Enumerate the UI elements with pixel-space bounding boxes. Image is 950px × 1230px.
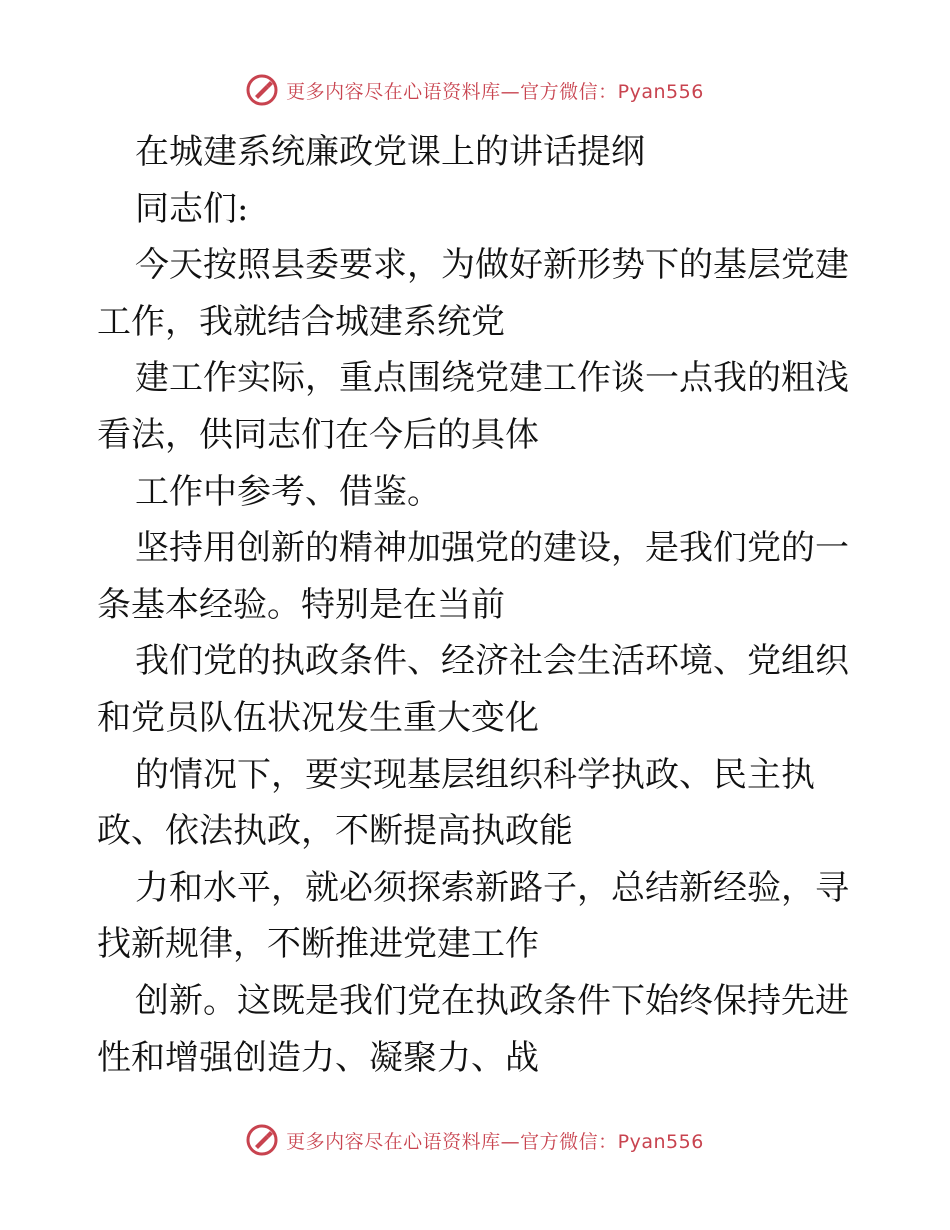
paragraph-line: 和党员队伍状况发生重大变化 [97,697,539,738]
header-watermark [0,70,950,110]
paragraph-line: 看法，供同志们在今后的具体 [97,414,539,455]
document-body [97,124,867,1086]
paragraph-line: 坚持用创新的精神加强党的建设，是我们党的一 [135,528,849,569]
paragraph-line: 建工作实际，重点围绕党建工作谈一点我的粗浅 [135,358,849,399]
paragraph-line: 找新规律，不断推进党建工作 [97,924,539,965]
paragraph-line: 在城建系统廉政党课上的讲话提纲 [135,132,645,172]
pen-logo-icon [246,74,278,106]
paragraph-line: 力和水平，就必须探索新路子，总结新经验，寻 [135,867,849,908]
paragraph-line: 政、依法执政，不断提高执政能 [97,811,573,852]
paragraph-line: 同志们: [135,188,249,229]
paragraph-line: 创新。这既是我们党在执政条件下始终保持先进 [135,980,849,1021]
paragraph-line: 性和增强创造力、凝聚力、战 [97,1037,539,1078]
paragraph-line: 条基本经验。特别是在当前 [97,584,505,625]
paragraph-line: 的情况下，要实现基层组织科学执政、民主执 [135,754,815,795]
header-watermark-text: 更多内容尽在心语资料库—官方微信：Pyan556 [286,80,704,103]
pen-logo-icon [246,1124,278,1156]
paragraph-line: 今天按照县委要求，为做好新形势下的基层党建 [135,245,849,286]
paragraph-line: 我们党的执政条件、经济社会生活环境、党组织 [135,641,849,682]
footer-watermark-text: 更多内容尽在心语资料库—官方微信：Pyan556 [286,1130,704,1153]
footer-watermark [0,1120,950,1160]
paragraph-line: 工作，我就结合城建系统党 [97,301,505,342]
paragraph-line: 工作中参考、借鉴。 [135,471,441,512]
